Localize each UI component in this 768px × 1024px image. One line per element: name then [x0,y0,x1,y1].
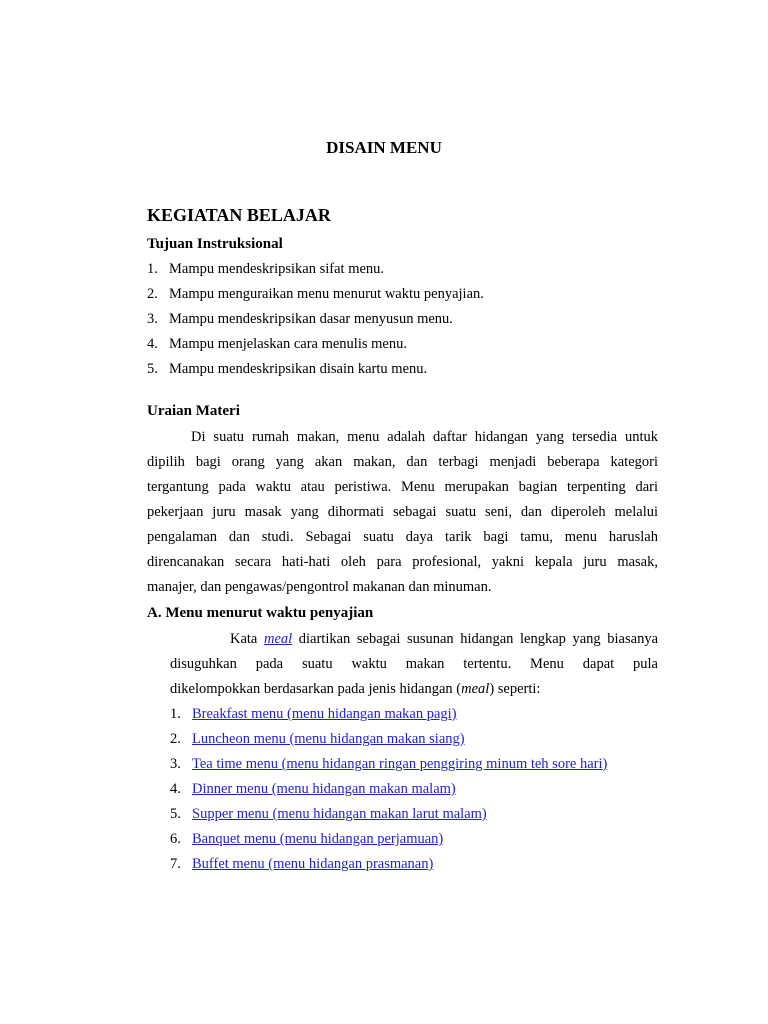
subsection-heading: A. Menu menurut waktu penyajian [147,605,374,621]
menu-type-item [170,856,433,873]
page-title: DISAIN MENU [326,138,442,157]
subsection-paragraph [170,627,658,702]
objective-item [147,311,453,328]
menu-type-number: 5. [170,806,181,822]
material-heading: Uraian Materi [147,403,240,419]
objective-text: Mampu menguraikan menu menurut waktu penyajian. [169,286,484,302]
menu-type-number: 6. [170,831,181,847]
menu-type-link[interactable]: Tea time menu (menu hidangan ringan penggiring minum teh sore hari) [192,756,608,772]
paragraph-line: tergantung pada waktu atau peristiwa. Menu merupakan bagian terpenting dari [147,479,658,495]
section-heading: KEGIATAN BELAJAR [147,205,331,225]
paragraph-line: manajer, dan pengawas/pengontrol makanan dan minuman. [147,579,492,595]
text-run: dikelompokkan berdasarkan pada jenis hidangan ( [170,681,462,697]
menu-type-number: 1. [170,706,181,722]
menu-type-link[interactable]: Breakfast menu (menu hidangan makan pagi) [192,706,457,722]
objective-number: 3. [147,311,158,327]
menu-type-number: 2. [170,731,181,747]
menu-type-link[interactable]: Luncheon menu (menu hidangan makan siang) [192,731,465,747]
menu-type-number: 7. [170,856,181,872]
menu-type-item [170,831,443,848]
objective-number: 1. [147,261,158,277]
paragraph-line [170,627,658,652]
menu-type-item [170,781,456,798]
paragraph-line [170,677,658,702]
menu-type-link[interactable]: Supper menu (menu hidangan makan larut malam) [192,806,487,822]
text-run: diartikan sebagai susunan hidangan lengkap yang biasanya [292,631,658,647]
objective-number: 4. [147,336,158,352]
objective-number: 5. [147,361,158,377]
objectives-heading: Tujuan Instruksional [147,236,283,252]
menu-type-item [170,806,487,823]
paragraph-line: Di suatu rumah makan, menu adalah daftar hidangan yang tersedia untuk [191,429,658,445]
menu-type-item [170,756,607,773]
paragraph-line: disuguhkan pada suatu waktu makan tertentu. Menu dapat pula [170,656,658,672]
paragraph-line: pengalaman dan studi. Sebagai suatu daya tarik bagi tamu, menu haruslah [147,529,658,545]
paragraph-line: pekerjaan juru masak yang dihormati sebagai suatu seni, dan diperoleh melalui [147,504,658,520]
meal-link[interactable]: meal [263,631,293,647]
paragraph-line: direncanakan secara hati-hati oleh para profesional, yakni kepala juru masak, [147,554,658,570]
text-run: ) seperti: [489,681,541,697]
objective-text: Mampu menjelaskan cara menulis menu. [169,336,407,352]
objective-text: Mampu mendeskripsikan disain kartu menu. [169,361,428,377]
menu-type-link[interactable]: Banquet menu (menu hidangan perjamuan) [192,831,444,847]
meal-term: meal [461,681,490,697]
menu-type-link[interactable]: Buffet menu (menu hidangan prasmanan) [192,856,434,872]
objective-text: Mampu mendeskripsikan sifat menu. [169,261,385,277]
objective-item [147,286,484,303]
menu-type-link[interactable]: Dinner menu (menu hidangan makan malam) [192,781,456,797]
paragraph-line: dipilih bagi orang yang akan makan, dan terbagi menjadi beberapa kategori [147,454,658,470]
objective-item [147,261,384,278]
menu-type-item [170,731,465,748]
objective-text: Mampu mendeskripsikan dasar menyusun menu. [169,311,453,327]
menu-type-item [170,706,457,723]
objective-item [147,336,407,353]
material-paragraph [147,425,658,600]
objective-item [147,361,427,378]
menu-type-number: 4. [170,781,181,797]
text-run: Kata [230,631,264,647]
menu-type-number: 3. [170,756,181,772]
objective-number: 2. [147,286,158,302]
